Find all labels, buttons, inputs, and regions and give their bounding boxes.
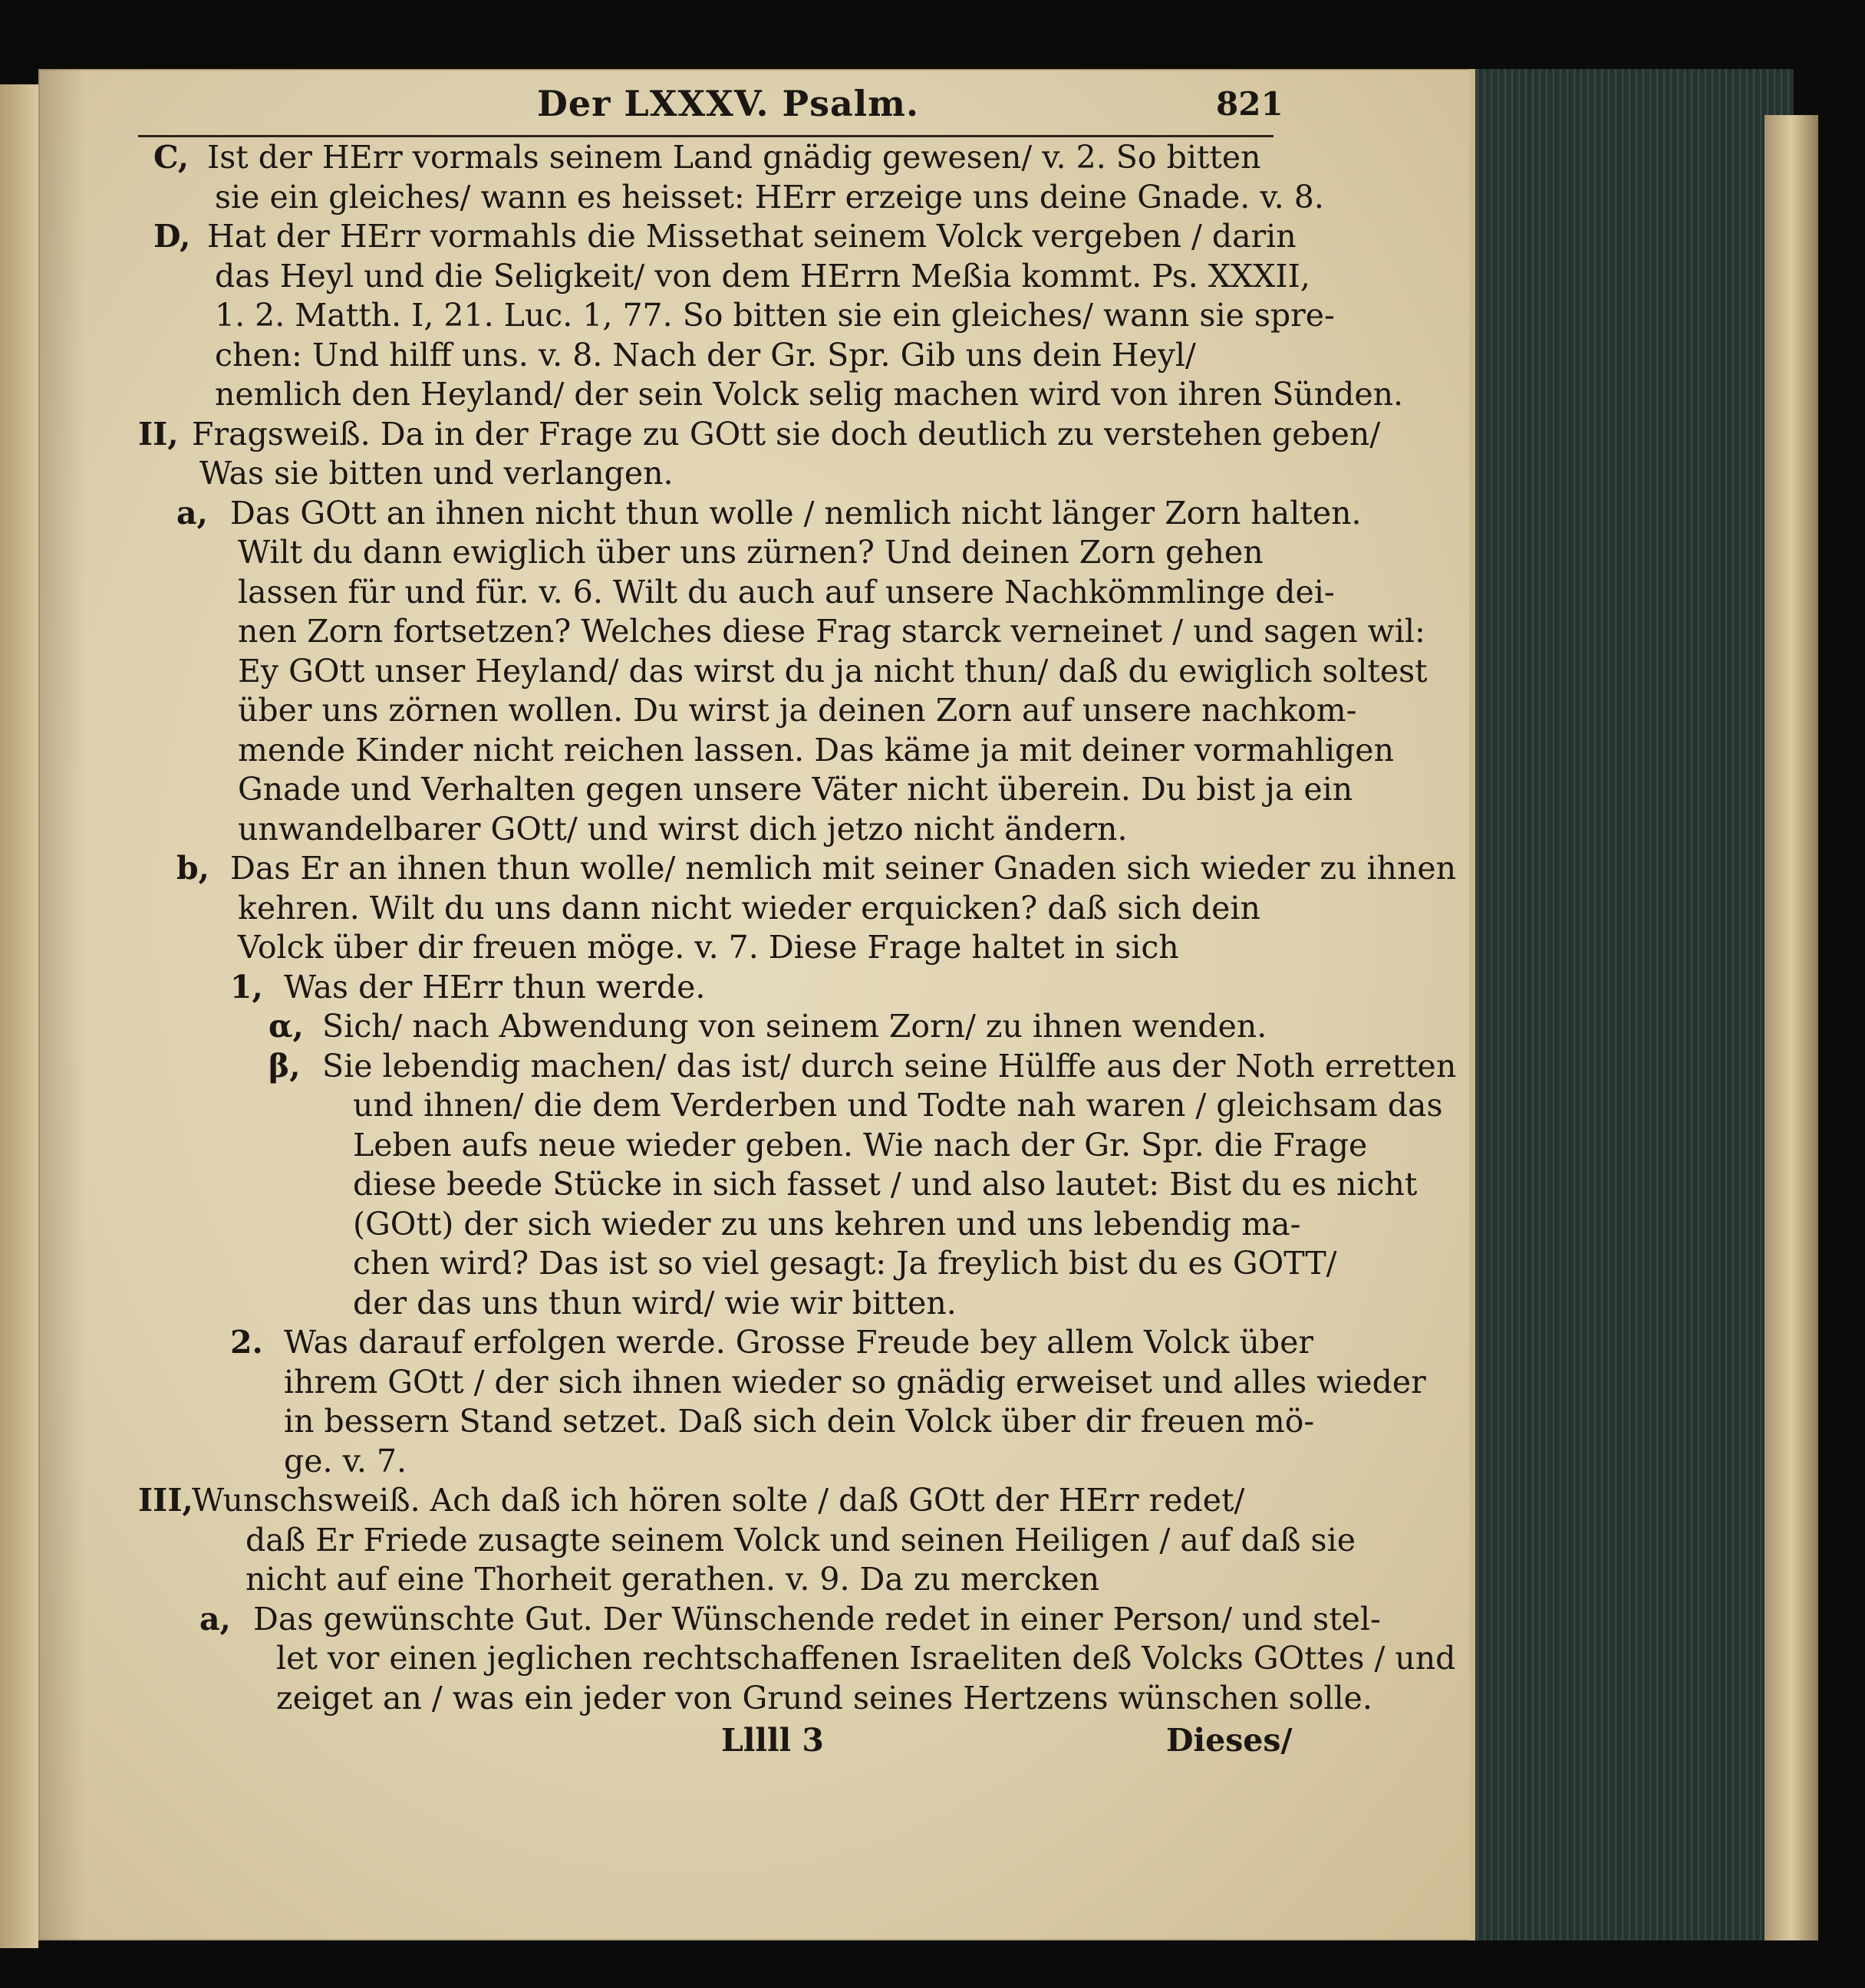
signature-mark: Lllll 3 [721, 1722, 824, 1759]
page-content [138, 83, 1457, 1767]
text-line [138, 849, 1457, 889]
line-text: Was der HErr thun werde. [284, 968, 706, 1006]
outline-marker: b, [176, 850, 209, 887]
outline-marker: D, [153, 218, 191, 255]
line-text: mende Kinder nicht reichen lassen. Das käme ja mit deiner vormahligen [238, 731, 1394, 769]
line-text: Wilt du dann ewiglich über uns zürnen? Und deinen Zorn gehen [238, 534, 1264, 571]
line-text: zeiget an / was ein jeder von Grund seines Hertzens wünschen solle. [276, 1679, 1372, 1716]
text-line [138, 1165, 1418, 1205]
line-text: Was sie bitten und verlangen. [199, 455, 674, 492]
page-gutter-shadow [38, 69, 84, 1940]
outline-marker: a, [199, 1600, 231, 1637]
line-text: kehren. Wilt du uns dann nicht wieder erquicken? daß sich dein [238, 889, 1260, 927]
text-line [138, 968, 1289, 1008]
text-line [138, 889, 1289, 929]
outline-marker: 2. [230, 1324, 263, 1361]
text-line [138, 810, 1289, 850]
line-text: Sich/ nach Abwendung von seinem Zorn/ zu ihnen wenden. [322, 1008, 1267, 1045]
line-text: nicht auf eine Thorheit gerathen. v. 9. Da zu mercken [245, 1561, 1100, 1598]
line-text: 1. 2. Matth. I, 21. Luc. 1, 77. So bitten sie ein gleiches/ wann sie spre- [215, 297, 1335, 334]
text-line [138, 691, 1357, 731]
line-text: ge. v. 7. [284, 1442, 407, 1479]
text-line [138, 494, 1362, 534]
line-text: Das GOtt an ihnen nicht thun wolle / nemlich nicht länger Zorn halten. [230, 494, 1362, 532]
page-footer [138, 1721, 1293, 1767]
line-text: Sie lebendig machen/ das ist/ durch seine Hülffe aus der Noth erretten [322, 1047, 1457, 1085]
line-text: sie ein gleiches/ wann es heisset: HErr erzeige uns deine Gnade. v. 8. [215, 178, 1324, 216]
line-text: chen: Und hilff uns. v. 8. Nach der Gr. Spr. Gib uns dein Heyl/ [215, 336, 1196, 374]
text-line [138, 1679, 1372, 1719]
line-text: der das uns thun wird/ wie wir bitten. [353, 1284, 957, 1321]
line-text: nemlich den Heyland/ der sein Volck selig machen wird von ihren Sünden. [215, 376, 1404, 413]
line-text: das Heyl und die Seligkeit/ von dem HErrn Meßia kommt. Ps. XXXII, [215, 257, 1310, 295]
text-line [138, 415, 1381, 455]
line-text: Wunschsweiß. Ach daß ich hören solte / daß GOtt der HErr redet/ [192, 1482, 1245, 1519]
book-fore-edge [1469, 69, 1794, 1940]
text-line [138, 1126, 1368, 1166]
line-text: und ihnen/ die dem Verderben und Todte nah waren / gleichsam das [353, 1087, 1443, 1124]
line-text: ihrem GOtt / der sich ihnen wieder so gnädig erweiset und alles wieder [284, 1363, 1426, 1400]
text-line [138, 1402, 1315, 1442]
running-title: Der LXXXV. Psalm. [537, 83, 919, 124]
line-text: Leben aufs neue wieder geben. Wie nach der Gr. Spr. die Frage [353, 1126, 1368, 1164]
outline-marker: α, [269, 1008, 304, 1045]
line-text: Ey GOtt unser Heyland/ das wirst du ja nicht thun/ daß du ewiglich soltest [238, 652, 1428, 690]
line-text: (GOtt) der sich wieder zu uns kehren und uns lebendig ma- [353, 1205, 1301, 1242]
text-line [138, 1363, 1426, 1403]
text-line [138, 257, 1310, 297]
text-line [138, 1284, 1289, 1324]
text-line [138, 336, 1289, 376]
line-text: in bessern Stand setzet. Daß sich dein Volck über dir freuen mö- [284, 1403, 1315, 1440]
text-line [138, 296, 1335, 336]
line-text: Ist der HErr vormals seinem Land gnädig gewesen/ v. 2. So bitten [207, 139, 1261, 176]
line-text: über uns zörnen wollen. Du wirst ja deinen Zorn auf unsere nachkom- [238, 692, 1357, 729]
text-line [138, 217, 1297, 257]
text-line [138, 1086, 1443, 1126]
line-text: chen wird? Das ist so viel gesagt: Ja freylich bist du es GOTT/ [353, 1245, 1337, 1282]
line-text: Was darauf erfolgen werde. Grosse Freude bey allem Volck über [284, 1324, 1313, 1361]
left-page-edge [0, 84, 38, 1948]
text-body [138, 138, 1457, 1718]
text-line [138, 454, 1289, 494]
header-rule [138, 135, 1274, 137]
text-line [138, 1600, 1381, 1640]
line-text: unwandelbarer GOtt/ und wirst dich jetzo nicht ändern. [238, 810, 1128, 848]
text-line [138, 178, 1324, 218]
line-text: Hat der HErr vormahls die Missethat seinem Volck vergeben / darin [207, 218, 1297, 255]
outline-marker: II, [138, 415, 179, 453]
text-line [138, 770, 1353, 810]
line-text: Das gewünschte Gut. Der Wünschende redet in einer Person/ und stel- [253, 1600, 1381, 1637]
text-line [138, 138, 1289, 178]
outline-marker: a, [176, 494, 208, 532]
line-text: Das Er an ihnen thun wolle/ nemlich mit seiner Gnaden sich wieder zu ihnen [230, 850, 1457, 887]
line-text: Gnade und Verhalten gegen unsere Väter nicht überein. Du bist ja ein [238, 771, 1353, 808]
text-line [138, 652, 1428, 692]
book-cover-edge [1765, 115, 1818, 1940]
line-text: lassen für und für. v. 6. Wilt du auch auf unsere Nachkömmlinge dei- [238, 573, 1335, 611]
line-text: diese beede Stücke in sich fasset / und also lautet: Bist du es nicht [353, 1166, 1418, 1203]
catchword: Dieses/ [1166, 1722, 1293, 1759]
text-line [138, 533, 1289, 573]
outline-marker: β, [269, 1047, 301, 1085]
text-line [138, 1323, 1313, 1363]
outline-marker: III, [138, 1482, 193, 1519]
text-line [138, 1639, 1456, 1679]
text-line [138, 1205, 1301, 1245]
page-number: 821 [1216, 85, 1283, 123]
text-line [138, 731, 1394, 771]
line-text: let vor einen jeglichen rechtschaffenen Israeliten deß Volcks GOttes / und [276, 1640, 1456, 1677]
text-line [138, 928, 1289, 968]
text-line [138, 375, 1404, 415]
line-text: Volck über dir freuen möge. v. 7. Diese Frage haltet in sich [238, 929, 1179, 966]
page-header [138, 84, 1289, 138]
outline-marker: 1, [230, 968, 263, 1006]
text-line [138, 1521, 1356, 1561]
outline-marker: C, [153, 139, 189, 176]
text-line [138, 1560, 1289, 1600]
text-line [138, 1007, 1289, 1047]
text-line [138, 1481, 1289, 1521]
text-line [138, 1047, 1457, 1087]
line-text: Fragsweiß. Da in der Frage zu GOtt sie doch deutlich zu verstehen geben/ [192, 415, 1381, 453]
text-line [138, 612, 1425, 652]
text-line [138, 573, 1335, 613]
text-line [138, 1244, 1337, 1284]
line-text: nen Zorn fortsetzen? Welches diese Frag starck verneinet / und sagen wil: [238, 613, 1425, 650]
line-text: daß Er Friede zusagte seinem Volck und seinen Heiligen / auf daß sie [245, 1521, 1356, 1558]
text-line [138, 1442, 1289, 1482]
